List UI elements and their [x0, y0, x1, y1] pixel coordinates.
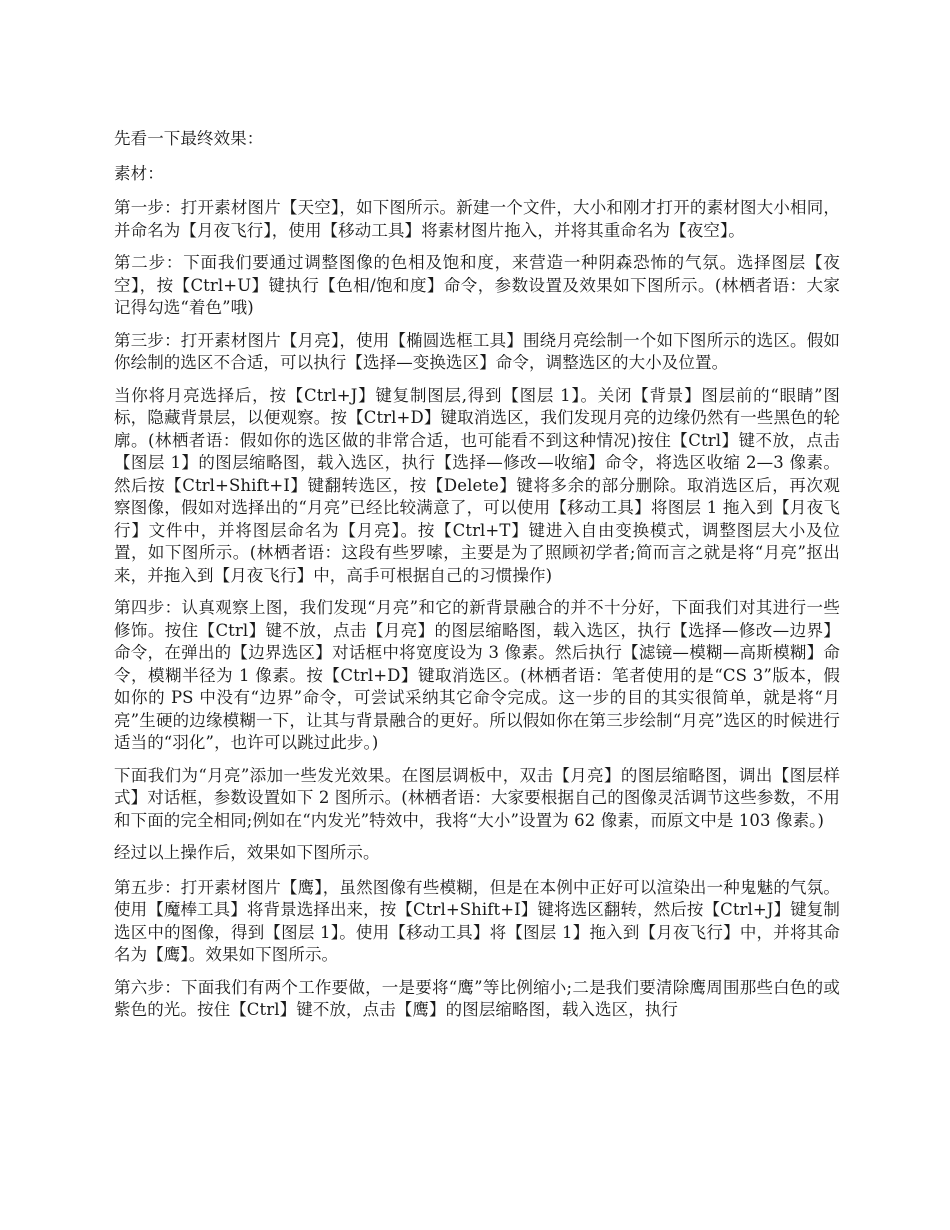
paragraph-glow: 下面我们为“月亮”添加一些发光效果。在图层调板中，双击【月亮】的图层缩略图，调出【图层样式】对话框，参数设置如下 2 图所示。(林栖者语：大家要根据自己的图像灵活调节这些参数，不用和下面的完全相同;例如在“内发光”特效中，我将“大小”设置为 62 像素，而原文中是 103 像素。) [114, 765, 840, 830]
paragraph-step-6: 第六步：下面我们有两个工作要做，一是要将“鹰”等比例缩小;二是我们要清除鹰周围那些白色的或紫色的光。按住【Ctrl】键不放，点击【鹰】的图层缩略图，载入选区，执行 [114, 977, 840, 1019]
paragraph-intro: 先看一下最终效果： [114, 129, 264, 148]
paragraph-step-5: 第五步：打开素材图片【鹰】，虽然图像有些模糊，但是在本例中正好可以渲染出一种鬼魅的气氛。使用【魔棒工具】将背景选择出来，按【Ctrl+Shift+I】键将选区翻转，然后按【Ctrl+J】键复制选区中的图像，得到【图层 1】。使用【移动工具】将【图层 1】拖入到【月夜飞行】中，并将其命名为【鹰】。效果如下图所示。 [114, 877, 840, 964]
paragraph-step-2: 第二步：下面我们要通过调整图像的色相及饱和度，来营造一种阴森恐怖的气氛。选择图层【夜空】，按【Ctrl+U】键执行【色相/饱和度】命令，参数设置及效果如下图所示。(林栖者语：大家记得勾选“着色”哦) [114, 253, 840, 317]
paragraph-step-3: 第三步：打开素材图片【月亮】，使用【椭圆选框工具】围绕月亮绘制一个如下图所示的选区。假如你绘制的选区不合适，可以执行【选择—变换选区】命令，调整选区的大小及位置。 [114, 330, 840, 372]
paragraph-result: 经过以上操作后，效果如下图所示。 [114, 843, 380, 862]
paragraph-step-1: 第一步：打开素材图片【天空】，如下图所示。新建一个文件，大小和刚才打开的素材图大小相同，并命名为【月夜飞行】，使用【移动工具】将素材图片拖入，并将其重命名为【夜空】。 [114, 198, 840, 240]
paragraph-step-3-detail: 当你将月亮选择后，按【Ctrl+J】键复制图层,得到【图层 1】。关闭【背景】图层前的“眼睛”图标，隐藏背景层，以便观察。按【Ctrl+D】键取消选区，我们发现月亮的边缘仍然有一些黑色的轮廓。(林栖者语：假如你的选区做的非常合适，也可能看不到这种情况)按住【Ctrl】键不放，点击【图层 1】的图层缩略图，载入选区，执行【选择—修改—收缩】命令，将选区收缩 2—3 像素。然后按【Ctrl+Shift+I】键翻转选区，按【Delete】键将多余的部分删除。取消选区后，再次观察图像，假如对选择出的“月亮”已经比较满意了，可以使用【移动工具】将图层 1 拖入到【月夜飞行】文件中，并将图层命名为【月亮】。按【Ctrl+T】键进入自由变换模式，调整图层大小及位置，如下图所示。(林栖者语：这段有些罗嗦，主要是为了照顾初学者;简而言之就是将“月亮”抠出来，并拖入到【月夜飞行】中，高手可根据自己的习惯操作) [114, 385, 840, 585]
paragraph-step-4: 第四步：认真观察上图，我们发现“月亮”和它的新背景融合的并不十分好，下面我们对其进行一些修饰。按住【Ctrl】键不放，点击【月亮】的图层缩略图，载入选区，执行【选择—修改—边界】命令，在弹出的【边界选区】对话框中将宽度设为 3 像素。然后执行【滤镜—模糊—高斯模糊】命令，模糊半径为 1 像素。按【Ctrl+D】键取消选区。(林栖者语：笔者使用的是“CS 3”版本，假如你的 PS 中没有“边界”命令，可尝试采纳其它命令完成。这一步的目的其实很简单，就是将“月亮”生硬的边缘模糊一下，让其与背景融合的更好。所以假如你在第三步绘制“月亮”选区的时候进行适当的“羽化”，也许可以跳过此步。) [114, 598, 840, 752]
paragraph-materials: 素材： [114, 163, 164, 183]
document-body [114, 128, 840, 1032]
